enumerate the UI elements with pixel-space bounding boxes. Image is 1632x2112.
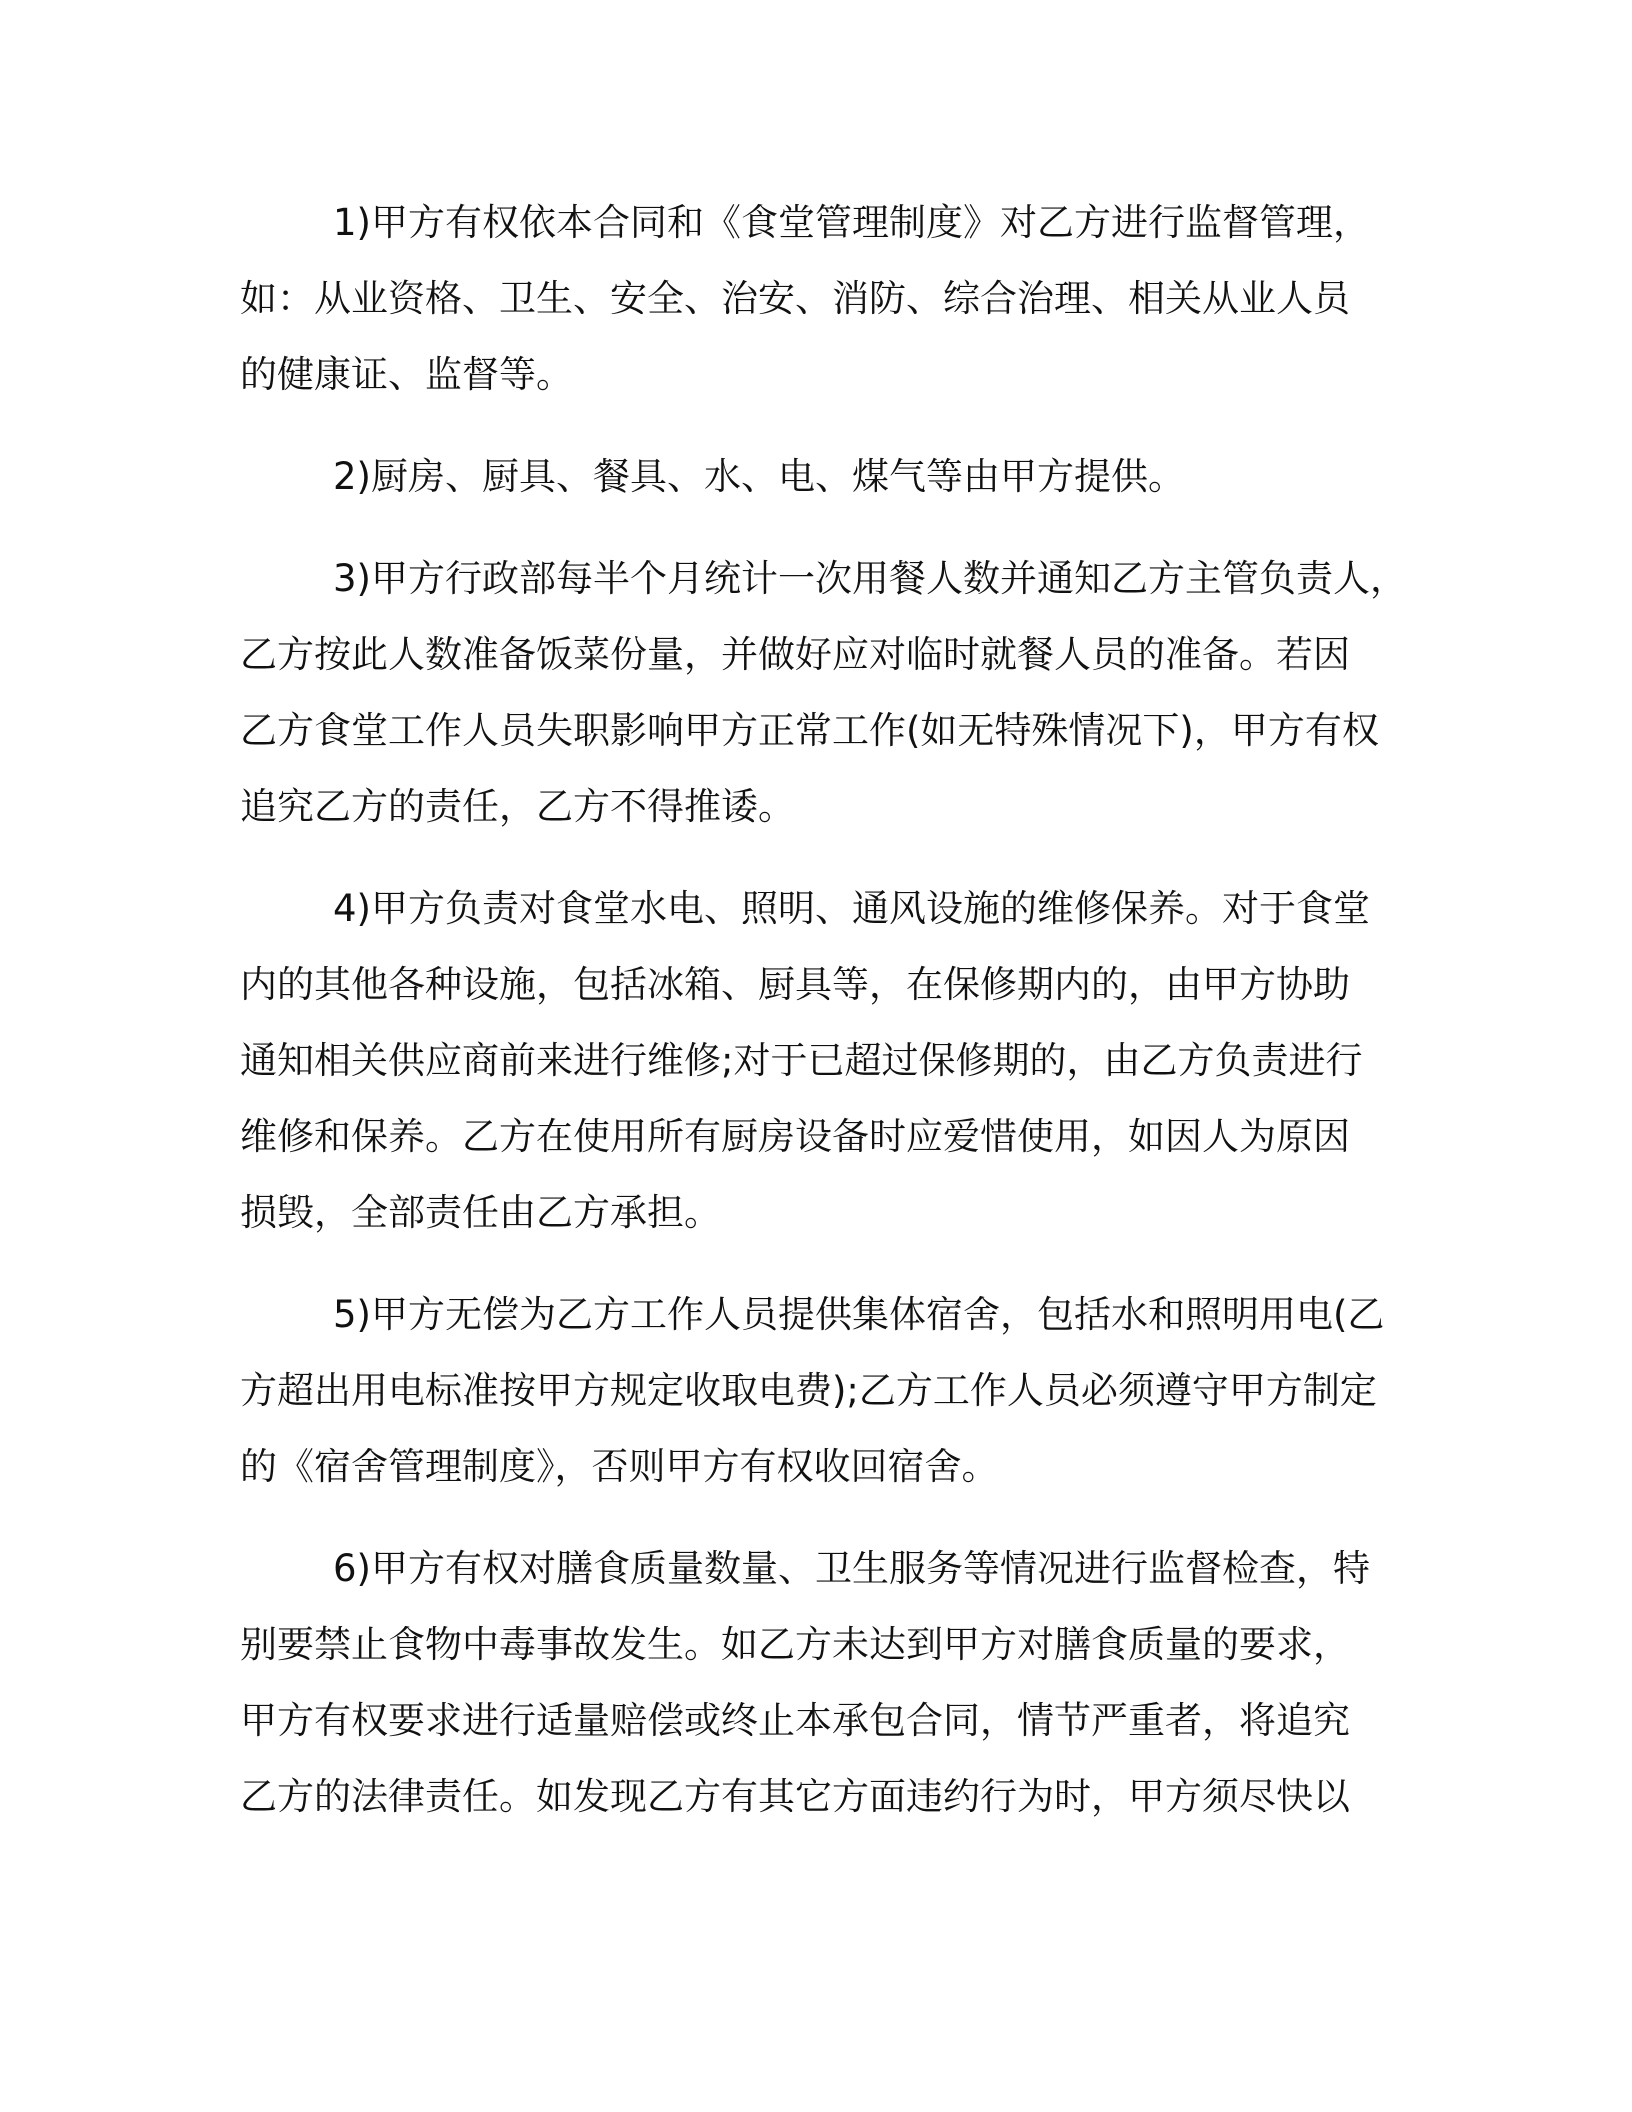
clause-4-line-1: 4)甲方负责对食堂水电、照明、通风设施的维修保养。对于食堂 bbox=[333, 887, 1370, 930]
clause-5-line-3: 的《宿舍管理制度》，否则甲方有权收回宿舍。 bbox=[240, 1445, 999, 1488]
clause-6-line-4: 乙方的法律责任。如发现乙方有其它方面违约行为时，甲方须尽快以 bbox=[240, 1775, 1350, 1818]
clause-6 bbox=[240, 1531, 1400, 1835]
clause-6-line-3: 甲方有权要求进行适量赔偿或终止本承包合同，情节严重者，将追究 bbox=[240, 1699, 1350, 1742]
clause-5 bbox=[240, 1277, 1400, 1505]
clause-3-line-4: 追究乙方的责任，乙方不得推诿。 bbox=[240, 785, 795, 828]
clause-4-line-3: 通知相关供应商前来进行维修;对于已超过保修期的，由乙方负责进行 bbox=[240, 1039, 1363, 1082]
clause-1-line-2: 如：从业资格、卫生、安全、治安、消防、综合治理、相关从业人员 bbox=[240, 277, 1350, 320]
clause-3-line-3: 乙方食堂工作人员失职影响甲方正常工作(如无特殊情况下)，甲方有权 bbox=[240, 709, 1379, 752]
clause-6-line-1: 6)甲方有权对膳食质量数量、卫生服务等情况进行监督检查，特 bbox=[333, 1547, 1370, 1590]
clause-5-line-2: 方超出用电标准按甲方规定收取电费);乙方工作人员必须遵守甲方制定 bbox=[240, 1369, 1377, 1412]
clause-2 bbox=[240, 439, 1400, 515]
clause-2-line-1: 2)厨房、厨具、餐具、水、电、煤气等由甲方提供。 bbox=[333, 455, 1185, 498]
clause-1-line-3: 的健康证、监督等。 bbox=[240, 353, 573, 396]
clause-3 bbox=[240, 541, 1407, 845]
clause-1-line-1: 1)甲方有权依本合同和《食堂管理制度》对乙方进行监督管理， bbox=[333, 201, 1370, 244]
clause-5-line-1: 5)甲方无偿为乙方工作人员提供集体宿舍，包括水和照明用电(乙 bbox=[333, 1293, 1385, 1336]
clause-4-line-4: 维修和保养。乙方在使用所有厨房设备时应爱惜使用，如因人为原因 bbox=[240, 1115, 1350, 1158]
clause-4 bbox=[240, 871, 1400, 1251]
clause-3-line-2: 乙方按此人数准备饭菜份量，并做好应对临时就餐人员的准备。若因 bbox=[240, 633, 1350, 676]
clause-4-line-5: 损毁，全部责任由乙方承担。 bbox=[240, 1191, 721, 1234]
clause-6-line-2: 别要禁止食物中毒事故发生。如乙方未达到甲方对膳食质量的要求， bbox=[240, 1623, 1350, 1666]
clause-1 bbox=[240, 185, 1400, 413]
clause-3-line-1: 3)甲方行政部每半个月统计一次用餐人数并通知乙方主管负责人， bbox=[333, 557, 1407, 600]
clause-4-line-2: 内的其他各种设施，包括冰箱、厨具等，在保修期内的，由甲方协助 bbox=[240, 963, 1350, 1006]
document-body bbox=[240, 185, 1407, 1861]
